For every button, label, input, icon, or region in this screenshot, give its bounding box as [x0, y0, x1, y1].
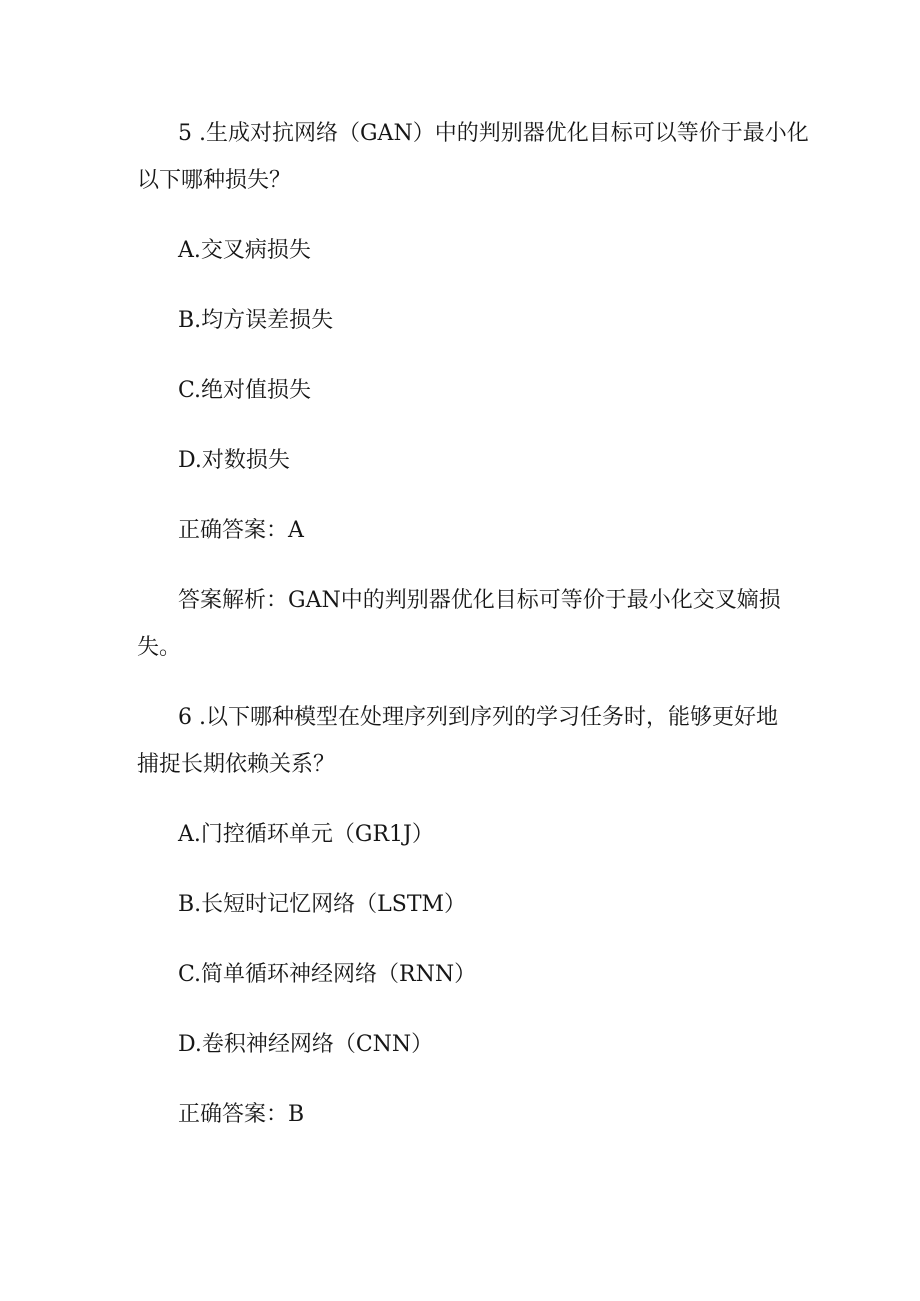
question-5: [137, 110, 880, 671]
correct-answer: 正确答案：A: [178, 518, 304, 543]
option-c: C.简单循环神经网络（RNN）: [178, 962, 477, 987]
question-stem-line: 6 .以下哪种模型在处理序列到序列的学习任务时，能够更好地: [178, 705, 778, 730]
answer-explanation-line: 答案解析：GAN中的判别器优化目标可等价于最小化交叉嫡损: [178, 588, 781, 613]
question-6: [137, 694, 880, 1138]
option-d: D.卷积神经网络（CNN）: [178, 1032, 434, 1057]
option-a: A.门控循环单元（GR1J）: [178, 822, 434, 847]
option-b: B.均方误差损失: [178, 308, 334, 333]
correct-answer: 正确答案：B: [178, 1102, 305, 1127]
option-c: C.绝对值损失: [178, 378, 312, 403]
question-stem-line: 5 .生成对抗网络（GAN）中的判别器优化目标可以等价于最小化: [178, 121, 809, 146]
option-a: A.交叉病损失: [178, 238, 311, 263]
question-stem-line: 以下哪种损失？: [137, 168, 292, 193]
answer-explanation-line: 失。: [137, 635, 182, 660]
option-b: B.长短时记忆网络（LSTM）: [178, 892, 467, 917]
question-stem: [137, 110, 880, 204]
question-stem-line: 捕捉长期依赖关系？: [137, 752, 336, 777]
answer-explanation: [137, 577, 880, 671]
option-d: D.对数损失: [178, 448, 290, 473]
question-stem: [137, 694, 880, 788]
